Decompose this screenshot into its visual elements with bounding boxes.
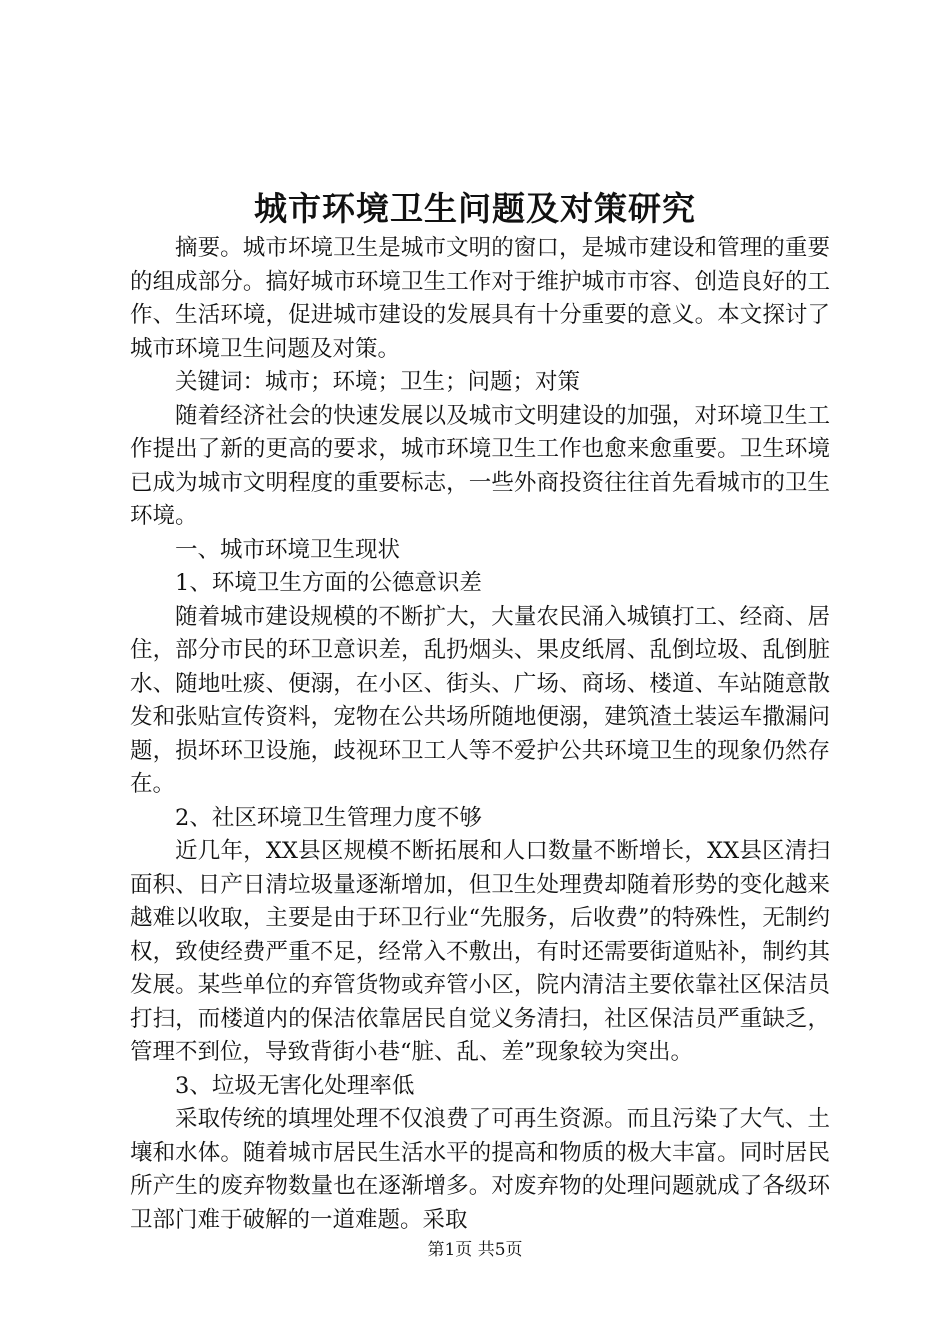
document-title: 城市环境卫生问题及对策研究 [254, 189, 696, 228]
intro-paragraph: 随着经济社会的快速发展以及城市文明建设的加强，对环境卫生工作提出了新的更高的要求，城市环境卫生工作也愈来愈重要。卫生环境已成为城市文明程度的重要标志，一些外商投资往往首先看城市的卫生环境。 [130, 402, 830, 529]
subsection-heading-2: 2、社区环境卫生管理力度不够 [175, 804, 482, 831]
section-heading-1: 一、城市环境卫生现状 [175, 536, 401, 563]
body-paragraph: 近几年，XX县区规模不断拓展和人口数量不断增长，XX县区清扫面积、日产日清垃圾量逐渐增加，但卫生处理费却随着形势的变化越来越难以收取，主要是由于环卫行业“先服务，后收费”的特殊性，无制约权，致使经费严重不足，经常入不敷出，有时还需要街道贴补，制约其发展。某些单位的弃管货物或弃管小区，院内清洁主要依靠社区保洁员打扫，而楼道内的保洁依靠居民自觉义务清扫，社区保洁员严重缺乏，管理不到位，导致背街小巷“脏、乱、差”现象较为突出。 [130, 838, 830, 1065]
page-footer: 第1页 共5页 [427, 1240, 523, 1260]
body-paragraph: 采取传统的填埋处理不仅浪费了可再生资源。而且污染了大气、土壤和水体。随着城市居民生活水平的提高和物质的极大丰富。同时居民所产生的废弃物数量也在逐渐增多。对废弃物的处理问题就成了各级环卫部门难于破解的一道难题。采取 [130, 1106, 830, 1233]
abstract-paragraph: 摘要。城市坏境卫生是城市文明的窗口，是城市建设和管理的重要的组成部分。搞好城市环境卫生工作对于维护城市市容、创造良好的工作、生活环境，促进城市建设的发展具有十分重要的意义。本文探讨了城市环境卫生问题及对策。 [130, 235, 830, 362]
keywords-paragraph: 关键词：城市；环境；卫生；问题；对策 [175, 369, 581, 395]
body-paragraph: 随着城市建设规模的不断扩大，大量农民涌入城镇打工、经商、居住，部分市民的环卫意识差，乱扔烟头、果皮纸屑、乱倒垃圾、乱倒脏水、随地吐痰、便溺，在小区、街头、广场、商场、楼道、车站随意散发和张贴宣传资料，宠物在公共场所随地便溺，建筑渣土装运车撒漏问题，损坏环卫设施，歧视环卫工人等不爱护公共环境卫生的现象仍然存在。 [130, 603, 830, 797]
subsection-heading-3: 3、垃圾无害化处理率低 [175, 1072, 415, 1099]
subsection-heading-1: 1、环境卫生方面的公德意识差 [175, 570, 482, 596]
document-body [130, 232, 830, 1237]
